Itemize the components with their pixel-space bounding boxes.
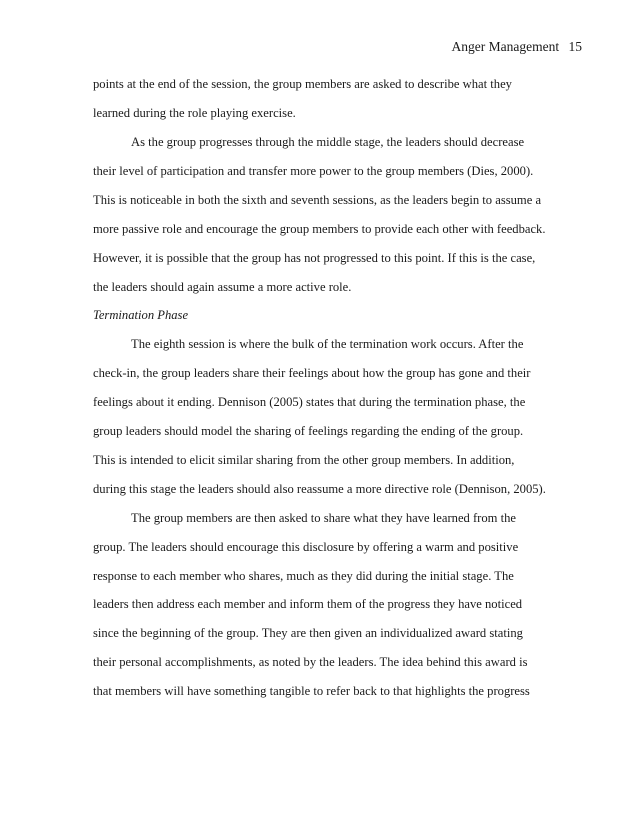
text-line: feelings about it ending. Dennison (2005) states that during the termination phase, the	[93, 395, 526, 409]
text-line: This is noticeable in both the sixth and seventh sessions, as the leaders begin to assume a	[93, 193, 542, 207]
text-line: the leaders should again assume a more active role.	[93, 280, 352, 294]
text-line: more passive role and encourage the group members to provide each other with feedback.	[93, 222, 546, 236]
text-line: their personal accomplishments, as noted by the leaders. The idea behind this award is	[93, 655, 528, 669]
text-line: since the beginning of the group. They are then given an individualized award stating	[93, 626, 523, 640]
section-heading: Termination Phase	[93, 308, 189, 322]
text-line: group leaders should model the sharing of feelings regarding the ending of the group.	[93, 424, 524, 438]
text-line: their level of participation and transfer more power to the group members (Dies, 2000).	[93, 164, 534, 178]
text-line: However, it is possible that the group has not progressed to this point. If this is the case,	[93, 251, 536, 265]
paragraph-start-line: The group members are then asked to share what they have learned from the	[131, 511, 517, 525]
running-header	[452, 38, 582, 56]
text-line: group. The leaders should encourage this disclosure by offering a warm and positive	[93, 540, 519, 554]
page-number: 15	[568, 39, 582, 54]
text-line: points at the end of the session, the group members are asked to describe what they	[93, 77, 512, 91]
paragraph-start-line: As the group progresses through the middle stage, the leaders should decrease	[131, 135, 525, 149]
text-line: leaders then address each member and inform them of the progress they have noticed	[93, 597, 523, 611]
text-line: response to each member who shares, much as they did during the initial stage. The	[93, 569, 514, 583]
text-line: that members will have something tangible to refer back to that highlights the progress	[93, 684, 530, 698]
running-title: Anger Management	[451, 39, 560, 54]
text-line: learned during the role playing exercise.	[93, 106, 296, 120]
text-line: check-in, the group leaders share their feelings about how the group has gone and their	[93, 366, 531, 380]
paragraph-start-line: The eighth session is where the bulk of the termination work occurs. After the	[131, 337, 524, 351]
text-line: during this stage the leaders should also reassume a more directive role (Dennison, 2005).	[93, 482, 546, 496]
text-line: This is intended to elicit similar sharing from the other group members. In addition,	[93, 453, 515, 467]
